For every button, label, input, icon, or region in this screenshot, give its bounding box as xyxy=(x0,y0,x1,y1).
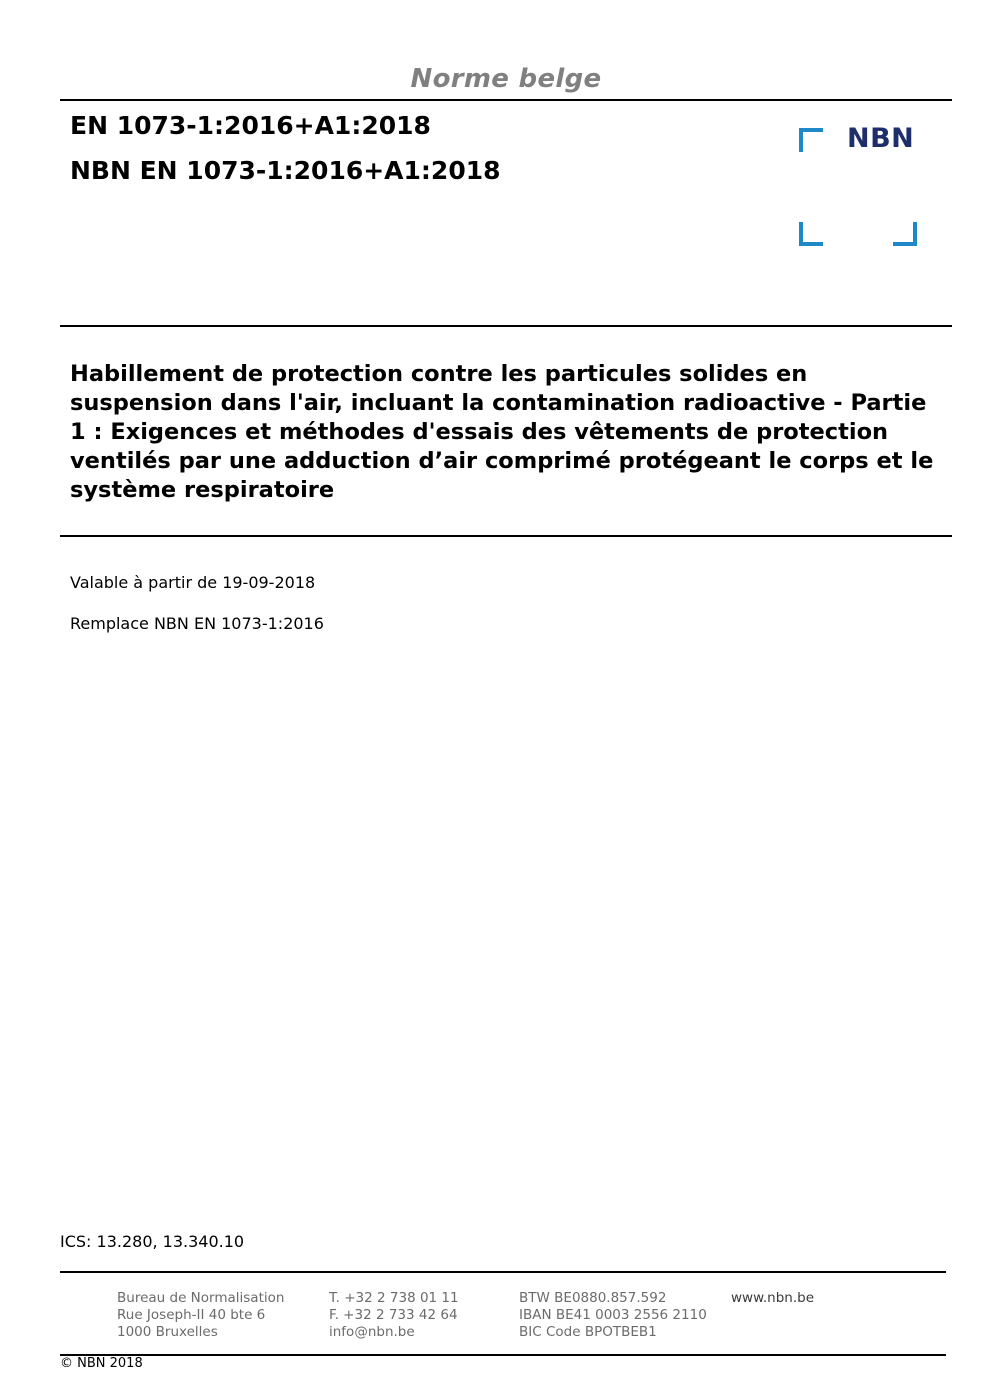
ics-codes: ICS: 13.280, 13.340.10 xyxy=(60,1232,245,1251)
footer-email-link[interactable]: info@nbn.be xyxy=(329,1324,415,1340)
footer-banking xyxy=(519,1290,707,1341)
divider-footer-bottom xyxy=(60,1354,946,1356)
valid-from: Valable à partir de 19-09-2018 xyxy=(70,573,316,592)
footer-iban: IBAN BE41 0003 2556 2110 xyxy=(519,1307,707,1323)
footer-vat: BTW BE0880.857.592 xyxy=(519,1290,667,1306)
document-type: Norme belge xyxy=(410,64,602,94)
footer-address-line: Bureau de Normalisation xyxy=(117,1290,285,1306)
logo-corner-bottom-right-icon xyxy=(893,222,917,246)
footer-website-link[interactable]: www.nbn.be xyxy=(731,1290,815,1306)
footer-contact xyxy=(329,1290,459,1341)
divider-top xyxy=(60,99,952,101)
logo-corner-top-left-icon xyxy=(799,128,823,152)
divider-title-top xyxy=(60,325,952,327)
logo-text: NBN xyxy=(847,123,915,154)
nbn-logo xyxy=(797,125,921,249)
standard-number-en: EN 1073-1:2016+A1:2018 xyxy=(70,111,431,140)
footer-fax: F. +32 2 733 42 64 xyxy=(329,1307,458,1323)
footer-address-line: Rue Joseph-II 40 bte 6 xyxy=(117,1307,266,1323)
logo-corner-bottom-left-icon xyxy=(799,222,823,246)
footer-bic: BIC Code BPOTBEB1 xyxy=(519,1324,657,1340)
copyright: © NBN 2018 xyxy=(60,1356,143,1371)
replaces-standard: Remplace NBN EN 1073-1:2016 xyxy=(70,614,324,633)
divider-footer-top xyxy=(60,1271,946,1273)
document-title: Habillement de protection contre les particules solides en suspension dans l'air, incluant la contamination radioactive - Partie 1 : Exigences et méthodes d'essais des vêtements de protection ventilés par une adduction d’air comprimé protégeant le corps et le système respiratoire xyxy=(70,361,934,503)
footer-address xyxy=(117,1290,284,1341)
footer-address-line: 1000 Bruxelles xyxy=(117,1324,218,1340)
footer-phone: T. +32 2 738 01 11 xyxy=(329,1290,459,1306)
divider-title-bottom xyxy=(60,535,952,537)
standard-number-nbn: NBN EN 1073-1:2016+A1:2018 xyxy=(70,156,501,185)
